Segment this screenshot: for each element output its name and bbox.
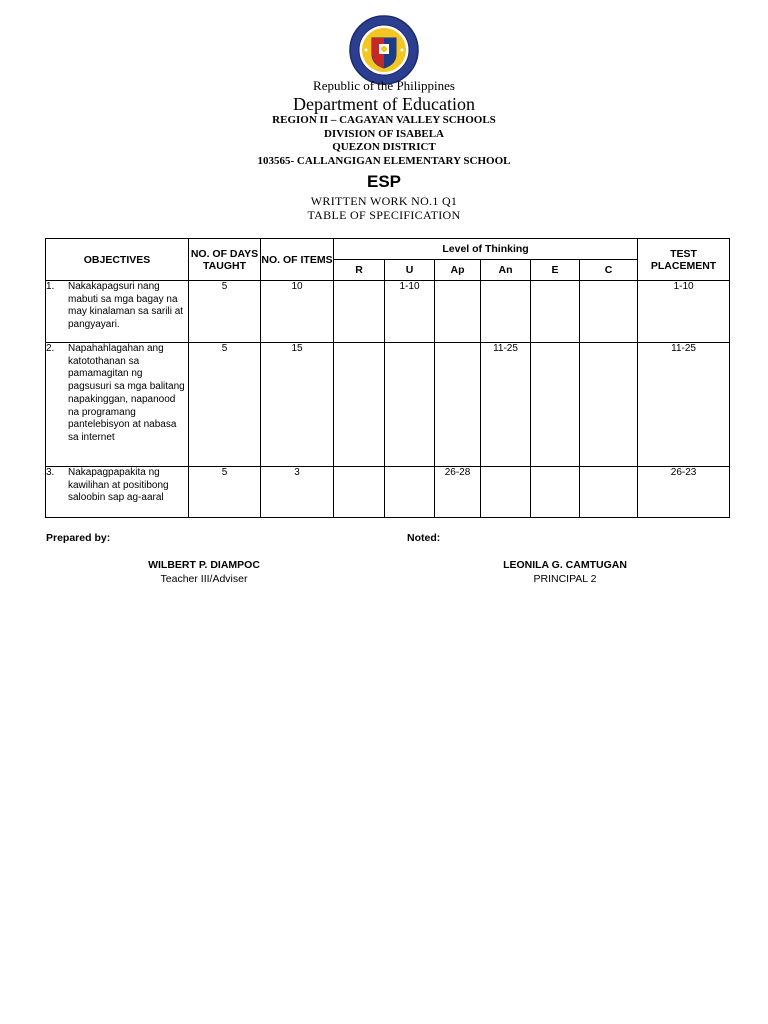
header-days-taught: NO. OF DAYS TAUGHT	[189, 239, 261, 281]
deped-seal-logo	[348, 14, 420, 86]
placement-cell: 1-10	[638, 281, 730, 343]
department-line: Department of Education	[293, 94, 475, 114]
objective-text: Nakakapagsuri nang mabuti sa mga bagay na may kinalaman sa sarili at pangyayari.	[68, 281, 184, 331]
district-line: QUEZON DISTRICT	[332, 141, 436, 153]
days-cell: 5	[189, 467, 261, 518]
e-cell	[531, 467, 580, 518]
items-cell: 15	[261, 343, 334, 467]
an-cell	[481, 467, 531, 518]
c-cell	[580, 281, 638, 343]
principal-name: LEONILA G. CAMTUGAN	[503, 559, 627, 571]
table-row	[46, 281, 730, 343]
written-work-title: WRITTEN WORK NO.1 Q1	[310, 194, 458, 208]
principal-role: PRINCIPAL 2	[533, 573, 597, 585]
an-cell: 11-25	[481, 343, 531, 467]
objective-number: 2.	[46, 343, 55, 354]
r-cell	[334, 467, 385, 518]
header-level-of-thinking: Level of Thinking	[334, 239, 638, 260]
noted-label: Noted:	[407, 532, 441, 544]
prepared-by-label: Prepared by:	[46, 532, 111, 544]
header-an: An	[481, 260, 531, 281]
document-title: TABLE OF SPECIFICATION	[307, 208, 461, 222]
header-r: R	[334, 260, 385, 281]
school-line: 103565- CALLANGIGAN ELEMENTARY SCHOOL	[257, 155, 511, 167]
placement-cell: 11-25	[638, 343, 730, 467]
items-cell: 10	[261, 281, 334, 343]
header-test-placement: TEST PLACEMENT	[638, 239, 730, 281]
objective-number: 3.	[46, 467, 55, 478]
days-cell: 5	[189, 343, 261, 467]
placement-cell: 26-23	[638, 467, 730, 518]
ap-cell	[435, 281, 481, 343]
e-cell	[531, 281, 580, 343]
header-ap: Ap	[435, 260, 481, 281]
e-cell	[531, 343, 580, 467]
header-c: C	[580, 260, 638, 281]
header-objectives: OBJECTIVES	[46, 239, 189, 281]
c-cell	[580, 467, 638, 518]
r-cell	[334, 281, 385, 343]
division-line: DIVISION OF ISABELA	[323, 128, 444, 140]
days-cell: 5	[189, 281, 261, 343]
ap-cell: 26-28	[435, 467, 481, 518]
u-cell	[385, 343, 435, 467]
objective-cell	[46, 467, 189, 518]
objective-cell	[46, 281, 189, 343]
republic-line: Republic of the Philippines	[313, 78, 455, 93]
table-row	[46, 467, 730, 518]
u-cell	[385, 467, 435, 518]
table-row	[46, 343, 730, 467]
header-no-of-items: NO. OF ITEMS	[261, 239, 334, 281]
an-cell	[481, 281, 531, 343]
ap-cell	[435, 343, 481, 467]
specification-table	[45, 238, 730, 518]
teacher-name: WILBERT P. DIAMPOC	[148, 559, 260, 571]
r-cell	[334, 343, 385, 467]
u-cell: 1-10	[385, 281, 435, 343]
objective-text: Nakapagpapakita ng kawilihan at positibong saloobin sap ag-aaral	[68, 467, 169, 504]
items-cell: 3	[261, 467, 334, 518]
header-e: E	[531, 260, 580, 281]
objective-text: Napahahlagahan ang katotothanan sa pamamagitan ng pagsusuri sa mga balitang napakinggan, napanood na programang pantelebisyon at nabasa sa internet	[68, 343, 185, 443]
objective-number: 1.	[46, 281, 55, 292]
header-u: U	[385, 260, 435, 281]
subject-title: ESP	[366, 172, 402, 191]
region-line: REGION II – CAGAYAN VALLEY SCHOOLS	[272, 114, 496, 126]
teacher-role: Teacher III/Adviser	[160, 573, 248, 585]
c-cell	[580, 343, 638, 467]
objective-cell	[46, 343, 189, 467]
